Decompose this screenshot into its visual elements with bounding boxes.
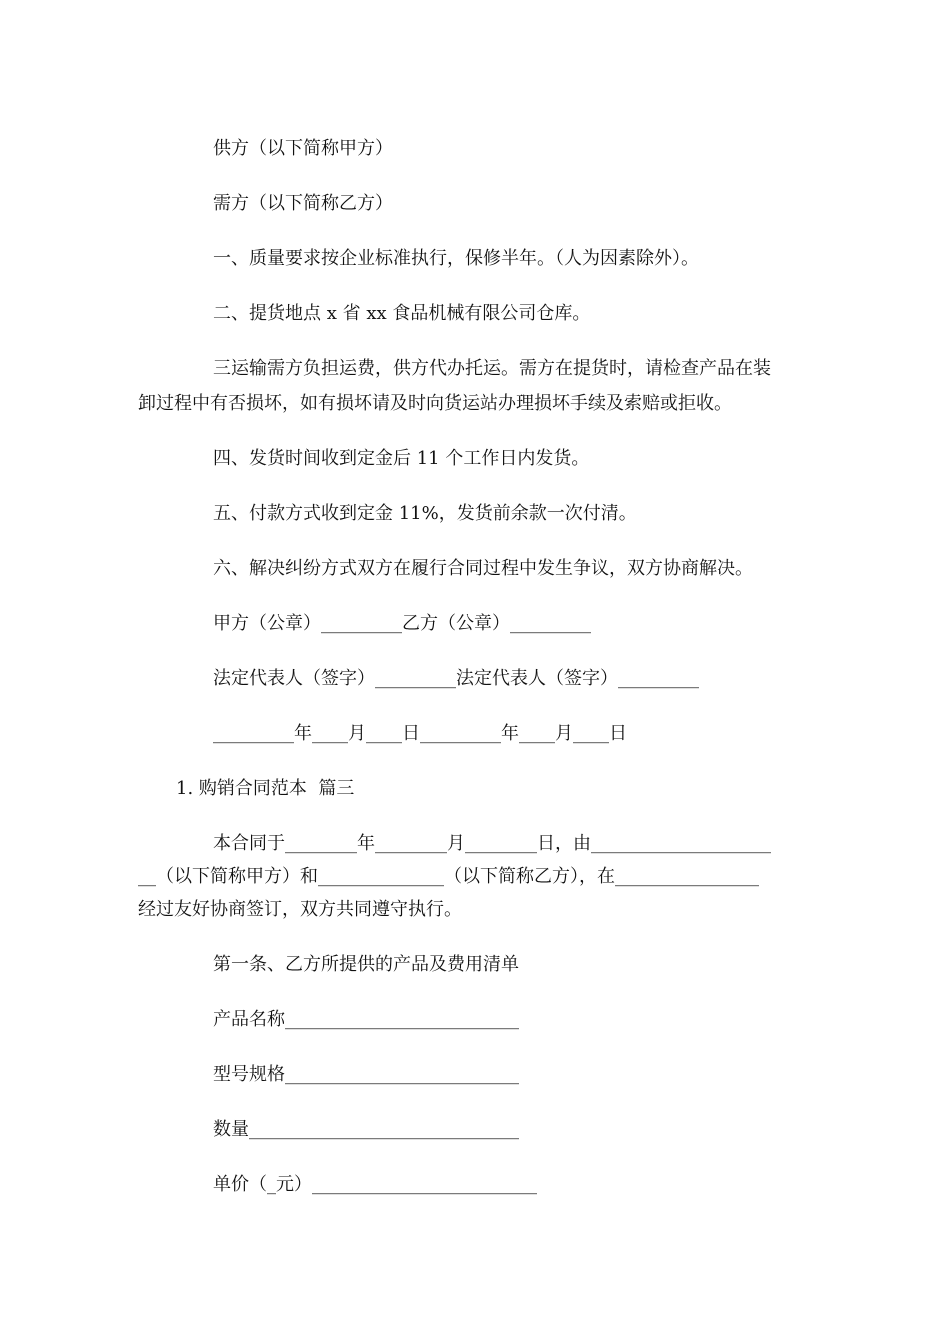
clause-quality: 一、质量要求按企业标准执行，保修半年。（人为因素除外）。 <box>213 248 699 269</box>
contract-intro-line-3: 经过友好协商签订，双方共同遵守执行。 <box>138 899 462 920</box>
field-quantity: 数量______________________________ <box>213 1119 519 1140</box>
clause-payment: 五、付款方式收到定金 11%，发货前余款一次付清。 <box>213 503 637 524</box>
article-one-title: 第一条、乙方所提供的产品及费用清单 <box>213 954 519 975</box>
contract-intro-line-1: 本合同于________年________月________日，由____________________ <box>213 833 771 854</box>
party-supplier: 供方（以下简称甲方） <box>213 138 393 159</box>
clause-transport-line-1: 三运输需方负担运费，供方代办托运。需方在提货时，请检查产品在装 <box>213 358 771 379</box>
party-buyer: 需方（以下简称乙方） <box>213 193 393 214</box>
field-model-spec: 型号规格__________________________ <box>213 1064 519 1085</box>
section-heading: 1. 购销合同范本 篇三 <box>176 778 355 799</box>
contract-intro-line-2: __（以下简称甲方）和______________（以下简称乙方），在________________ <box>138 866 759 887</box>
date-line: _________年____月____日_________年____月____日 <box>213 723 627 744</box>
seal-line: 甲方（公章）_________乙方（公章）_________ <box>213 613 591 634</box>
clause-pickup-location: 二、提货地点 x 省 xx 食品机械有限公司仓库。 <box>213 303 591 324</box>
field-product-name: 产品名称__________________________ <box>213 1009 519 1030</box>
clause-delivery-time: 四、发货时间收到定金后 11 个工作日内发货。 <box>213 448 590 469</box>
clause-transport-line-2: 卸过程中有否损坏，如有损坏请及时向货运站办理损坏手续及索赔或拒收。 <box>138 393 732 414</box>
field-unit-price: 单价（_元）_________________________ <box>213 1174 537 1195</box>
clause-dispute: 六、解决纠纷方式双方在履行合同过程中发生争议，双方协商解决。 <box>213 558 753 579</box>
signature-line: 法定代表人（签字）_________法定代表人（签字）_________ <box>213 668 699 689</box>
